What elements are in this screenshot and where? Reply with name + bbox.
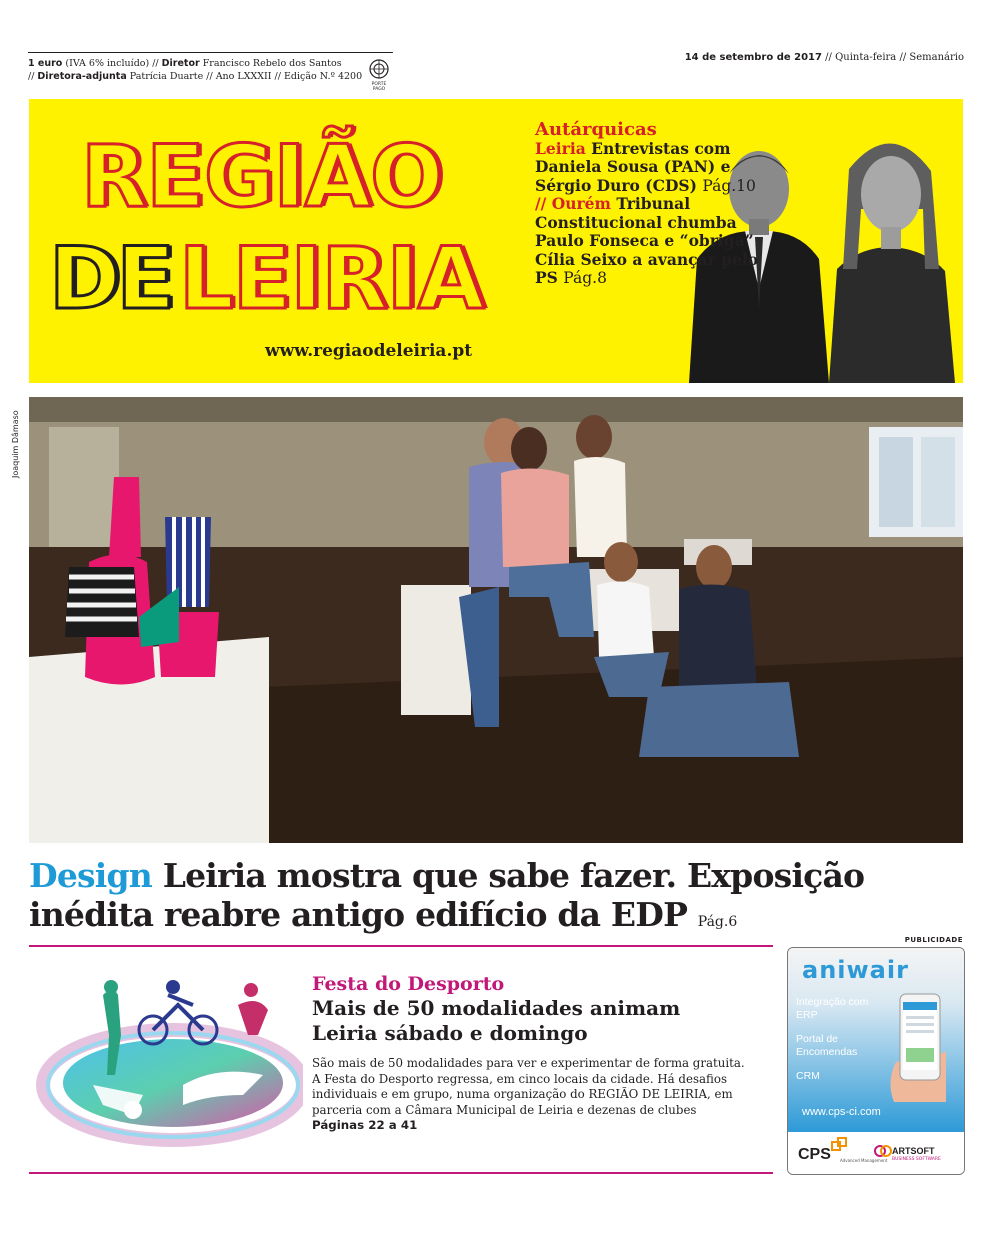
sports-article <box>312 972 752 1134</box>
teaser-kicker: Autárquicas <box>535 119 657 140</box>
teaser-separator: // <box>535 194 547 213</box>
porte-pago-seal-icon <box>366 58 392 92</box>
elections-teaser <box>535 121 765 288</box>
director-label: Diretor <box>161 58 200 69</box>
advertising-label: PUBLICIDADE <box>904 936 963 944</box>
photo-credit-text: Joaquim Dâmaso <box>11 410 20 478</box>
logo-leiria: LEIRIA <box>179 229 484 329</box>
director-name: Francisco Rebelo dos Santos <box>202 58 342 69</box>
sponsor-artsoft-sub: BUSINESS SOFTWARE <box>892 1157 941 1162</box>
headline-page: Pág.6 <box>697 914 738 930</box>
headline-text: Leiria mostra que sabe fazer. Exposição inédita reabre antigo edifício da EDP <box>29 856 865 934</box>
ad-brand-logo: aniwair <box>802 956 909 984</box>
sports-body <box>312 1056 752 1134</box>
logo-de: DE <box>49 229 172 329</box>
teaser-page-2: Pág.8 <box>563 269 607 287</box>
cps-logo-icon <box>830 1136 848 1154</box>
issue-date-line: 14 de setembro de 2017 // Quinta-feira // Semanário <box>684 52 964 63</box>
ad-feature-item: CRM <box>796 1070 820 1082</box>
teaser-place-leiria: Leiria <box>535 138 586 158</box>
deputy-name: Patrícia Duarte <box>129 71 204 82</box>
sponsor-artsoft: ARTSOFT <box>892 1146 935 1156</box>
year: Ano LXXXII <box>215 71 272 82</box>
sports-body-text: São mais de 50 modalidades para ver e experimentar de forma gratuita. A Festa do Desporto regressa, em cinco locais da cidade. Há desafios individuais e em grupo, numa organização do REGIÃO DE LEIRIA, em parceria com a Câmara Municipal de Leiria e dezenas de clubes <box>312 1056 745 1117</box>
logo-regiao: REGIÃO <box>81 127 443 227</box>
headline-divider <box>29 945 773 947</box>
website-link[interactable]: www.regiaodeleiria.pt <box>265 341 473 361</box>
advertisement-aniwair[interactable] <box>787 947 965 1175</box>
sports-kicker: Festa do Desporto <box>312 973 505 995</box>
ad-feature-item: Portal de Encomendas <box>796 1033 858 1058</box>
photo-credit <box>8 400 22 480</box>
main-headline <box>29 856 963 942</box>
seal-text-2: PAGO <box>372 87 386 92</box>
sponsor-cps-sub: Advanced Management <box>840 1158 888 1163</box>
sports-illustration <box>33 965 303 1155</box>
phone-in-hand-icon <box>886 992 946 1102</box>
artsoft-logo-icon <box>874 1144 892 1158</box>
sports-title: Mais de 50 modalidades animam Leiria sábado e domingo <box>312 996 681 1045</box>
ad-website[interactable]: www.cps-ci.com <box>802 1106 881 1118</box>
deputy-label: Diretora-adjunta <box>37 71 127 82</box>
headline-keyword: Design <box>29 856 152 895</box>
sports-pages: Páginas 22 a 41 <box>312 1118 418 1132</box>
masthead-info: 1 euro (IVA 6% incluído) // Diretor Francisco Rebelo dos Santos // Diretora-adjunta Patrícia Duarte // Ano LXXXII // Edição N.º 4200 <box>28 52 393 83</box>
masthead-banner <box>29 99 963 383</box>
price: 1 euro <box>28 58 63 69</box>
frequency: Semanário <box>909 52 964 63</box>
teaser-place-ourem: Ourém <box>551 194 611 213</box>
bottom-divider <box>29 1172 773 1174</box>
teaser-page-1: Pág.10 <box>702 176 756 195</box>
issue-date: 14 de setembro de 2017 <box>684 52 822 63</box>
ad-top-panel <box>788 948 964 1132</box>
exhibition-photo <box>29 397 963 843</box>
ad-feature-item: Integração com ERP <box>796 996 869 1021</box>
ad-feature-list <box>796 996 880 1095</box>
edition: Edição N.º 4200 <box>283 71 363 82</box>
teaser-text-2: Tribunal Constitucional chumba Paulo Fonseca e “obriga” Cília Seixo a avançar pelo PS <box>535 194 759 287</box>
vat: (IVA 6% incluído) <box>65 58 150 69</box>
ad-sponsors <box>788 1132 964 1174</box>
weekday: Quinta-feira <box>835 52 897 63</box>
seal-text-1: PORTE <box>371 82 387 87</box>
sponsor-cps: CPS <box>798 1146 831 1163</box>
teaser-text-1: Entrevistas com Daniela Sousa (PAN) e Sérgio Duro (CDS) <box>535 138 731 195</box>
